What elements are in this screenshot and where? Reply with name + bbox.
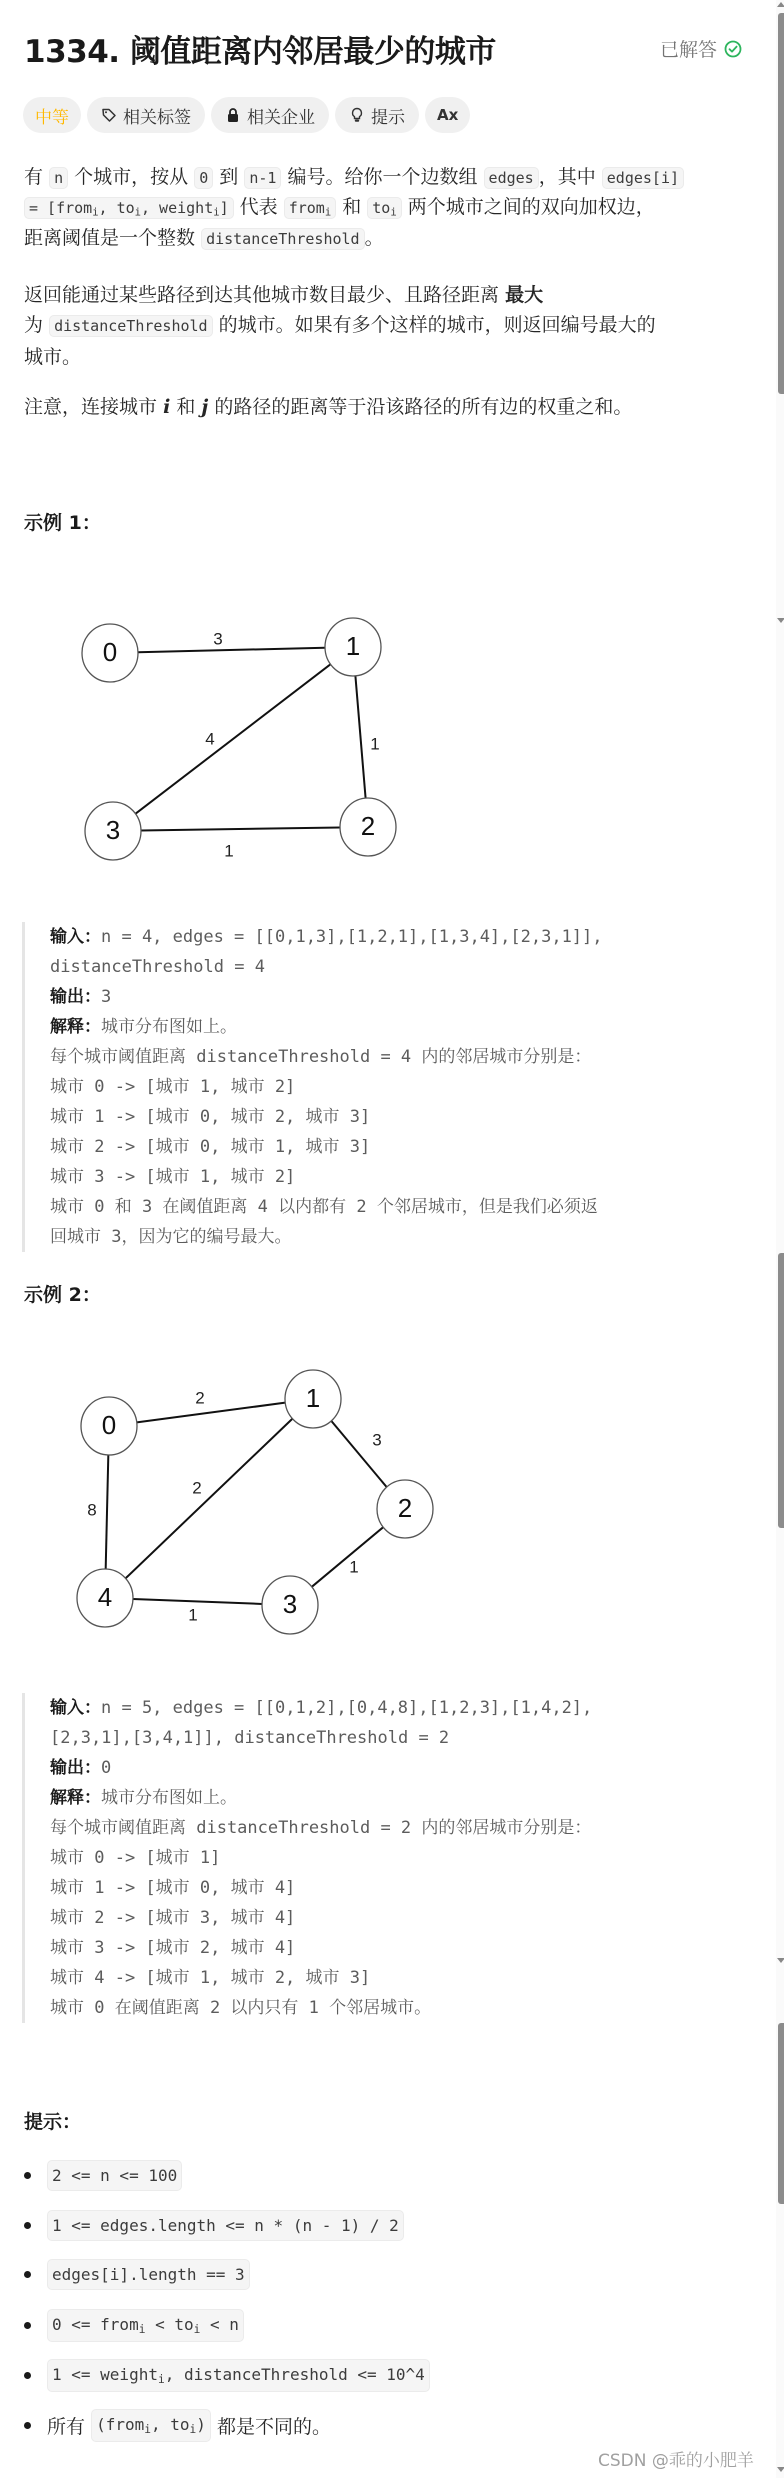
- graph-node-label: 3: [282, 1588, 298, 1619]
- inline-code: 0: [194, 167, 213, 189]
- constraint-item: 2 <= n <= 100: [24, 2160, 182, 2191]
- difficulty-badge[interactable]: 中等: [23, 97, 81, 133]
- constraints-heading: 提示：: [24, 2111, 82, 2133]
- inline-code: n: [49, 167, 68, 189]
- scrollbar-thumb[interactable]: [778, 1253, 784, 1528]
- bullet-dot: [24, 2172, 31, 2179]
- scroll-down-arrow-icon[interactable]: [777, 1958, 784, 1963]
- edge-weight-label: 3: [213, 629, 223, 649]
- example-input: 输入：n = 5, edges = [[0,1,2],[0,4,8],[1,2,3],[1,4,2],: [50, 1698, 593, 1718]
- inline-code: distanceThreshold: [201, 228, 365, 250]
- description-line: 返回能通过某些路径到达其他城市数目最少、且路径距离 最大: [24, 284, 544, 306]
- edge-weight-label: 4: [205, 729, 215, 749]
- graph-node-label: 1: [305, 1382, 321, 1413]
- graph-node-label: 2: [397, 1492, 413, 1523]
- graph-edge: [355, 675, 365, 799]
- inline-code: $to_i$: [367, 197, 401, 219]
- hints-label: 提示: [371, 107, 405, 128]
- constraint-item: 1 <= weight$_i$, distanceThreshold <= 10^4: [24, 2359, 430, 2392]
- example-output: 输出：0: [50, 1758, 112, 1778]
- graph-edge: [141, 827, 340, 830]
- description-line: 有 n 个城市，按从 0 到 n-1 编号。给你一个边数组 edges ，其中 edges[i]: [24, 162, 684, 193]
- example-detail: 城市 3 -> [城市 1, 城市 2]: [50, 1167, 296, 1187]
- example-detail: 城市 4 -> [城市 1, 城市 2, 城市 3]: [50, 1968, 371, 1988]
- graph-node-label: 1: [345, 630, 361, 661]
- edge-weight-label: 1: [349, 1557, 359, 1577]
- example-detail: 城市 0 和 3 在阈值距离 4 以内都有 2 个邻居城市，但是我们必须返: [50, 1197, 598, 1217]
- example-explain: 解释：城市分布图如上。: [50, 1017, 237, 1037]
- page-title: 1334. 阈值距离内邻居最少的城市: [24, 34, 496, 70]
- example-detail: 城市 0 -> [城市 1]: [50, 1848, 221, 1868]
- example-detail: 回城市 3，因为它的编号最大。: [50, 1227, 292, 1247]
- graph-edge: [133, 1599, 262, 1604]
- edge-weight-label: 3: [372, 1430, 382, 1450]
- graph-node-label: 0: [102, 636, 118, 667]
- example-detail: 每个城市阈值距离 distanceThreshold = 4 内的邻居城市分别是：: [50, 1047, 592, 1067]
- edge-weight-label: 8: [87, 1500, 97, 1520]
- bold-text: 最大: [505, 284, 544, 306]
- edge-weight-label: 2: [195, 1388, 205, 1408]
- example-detail: 城市 1 -> [城市 0, 城市 4]: [50, 1878, 296, 1898]
- description-line: 为 distanceThreshold 的城市。如果有多个这样的城市，则返回编号最大的: [24, 314, 656, 336]
- example-2-block: [22, 1693, 762, 2023]
- inline-code: edges: [484, 167, 539, 189]
- edge-weight-label: 1: [370, 734, 380, 754]
- math-var-i: i: [163, 396, 171, 418]
- example-1-graph-group: [82, 618, 396, 860]
- example-detail: 城市 0 -> [城市 1, 城市 2]: [50, 1077, 296, 1097]
- example-detail: 城市 0 在阈值距离 2 以内只有 1 个邻居城市。: [50, 1998, 432, 2018]
- description-line: 注意，连接城市 i 和 j 的路径的距离等于沿该路径的所有边的权重之和。: [24, 396, 633, 418]
- example-detail: 城市 2 -> [城市 0, 城市 1, 城市 3]: [50, 1137, 371, 1157]
- example-input: 输入：n = 4, edges = [[0,1,3],[1,2,1],[1,3,4],[2,3,1]],: [50, 927, 603, 947]
- description-line: 城市。: [24, 346, 82, 368]
- bullet-dot: [24, 2222, 31, 2229]
- graph-edge: [135, 664, 331, 814]
- scroll-down-arrow-icon[interactable]: [777, 618, 784, 623]
- graph-node-label: 3: [105, 814, 121, 845]
- bullet-dot: [24, 2372, 31, 2379]
- scrollbar-thumb[interactable]: [778, 13, 784, 394]
- graph-node-label: 4: [97, 1581, 113, 1612]
- bullet-dot: [24, 2422, 31, 2429]
- scrollbar-thumb[interactable]: [778, 2023, 784, 2204]
- example-explain: 解释：城市分布图如上。: [50, 1788, 237, 1808]
- graph-edge: [138, 648, 325, 653]
- bullet-dot: [24, 2322, 31, 2329]
- scroll-down-arrow-icon[interactable]: [777, 2467, 784, 2472]
- example-detail: 城市 1 -> [城市 0, 城市 2, 城市 3]: [50, 1107, 371, 1127]
- related-companies-label: 相关企业: [247, 107, 315, 128]
- solved-label: 已解答: [660, 39, 718, 61]
- example-1-block: [22, 922, 762, 1252]
- constraint-item: edges[i].length == 3: [24, 2259, 250, 2290]
- related-tags-label: 相关标签: [123, 107, 191, 128]
- example-2-graph-group: [77, 1370, 433, 1634]
- example-input-cont: distanceThreshold = 4: [50, 957, 265, 977]
- edge-weight-label: 1: [224, 841, 234, 861]
- inline-code: = [from$_i$, $to_i$, weight$_i$]: [24, 197, 234, 219]
- edge-weight-label: 2: [192, 1478, 202, 1498]
- bullet-dot: [24, 2271, 31, 2278]
- example-output: 输出：3: [50, 987, 112, 1007]
- constraint-item: 所有 (from$_i$, $to_i$) 都是不同的。: [24, 2409, 331, 2442]
- graph-edge: [106, 1454, 109, 1570]
- example-detail: 城市 2 -> [城市 3, 城市 4]: [50, 1908, 296, 1928]
- inline-code: edges[i]: [602, 167, 684, 189]
- graph-edge: [137, 1403, 285, 1423]
- description-line: = [from$_i$, $to_i$, weight$_i$] 代表 from$_i$ 和 $to_i$ 两个城市之间的双向加权边，: [24, 192, 655, 228]
- graph-edge: [125, 1418, 293, 1578]
- description-line: 距离阈值是一个整数 distanceThreshold 。: [24, 227, 384, 249]
- math-var-j: j: [201, 396, 209, 418]
- inline-code: distanceThreshold: [49, 315, 213, 337]
- example-detail: 城市 3 -> [城市 2, 城市 4]: [50, 1938, 296, 1958]
- edge-weight-label: 1: [188, 1605, 198, 1625]
- constraint-item: 0 <= from$_i$ < $to_i < n$: [24, 2309, 244, 2342]
- constraint-item: 1 <= edges.length <= n * (n - 1) / 2: [24, 2210, 404, 2241]
- graph-node-label: 0: [101, 1409, 117, 1440]
- example-2-heading: 示例 2：: [24, 1284, 101, 1306]
- watermark: CSDN @乖的小肥羊: [598, 2451, 754, 2471]
- translate-button[interactable]: Ax: [425, 97, 470, 133]
- graph-node-label: 2: [360, 810, 376, 841]
- example-detail: 每个城市阈值距离 distanceThreshold = 2 内的邻居城市分别是：: [50, 1818, 592, 1838]
- inline-code: n-1: [244, 167, 281, 189]
- example-1-heading: 示例 1：: [24, 512, 101, 534]
- example-input-cont: [2,3,1],[3,4,1]], distanceThreshold = 2: [50, 1728, 450, 1748]
- scroll-up-arrow-icon[interactable]: [777, 2, 784, 7]
- inline-code: from$_i$: [284, 197, 336, 219]
- graph-edge: [311, 1527, 383, 1587]
